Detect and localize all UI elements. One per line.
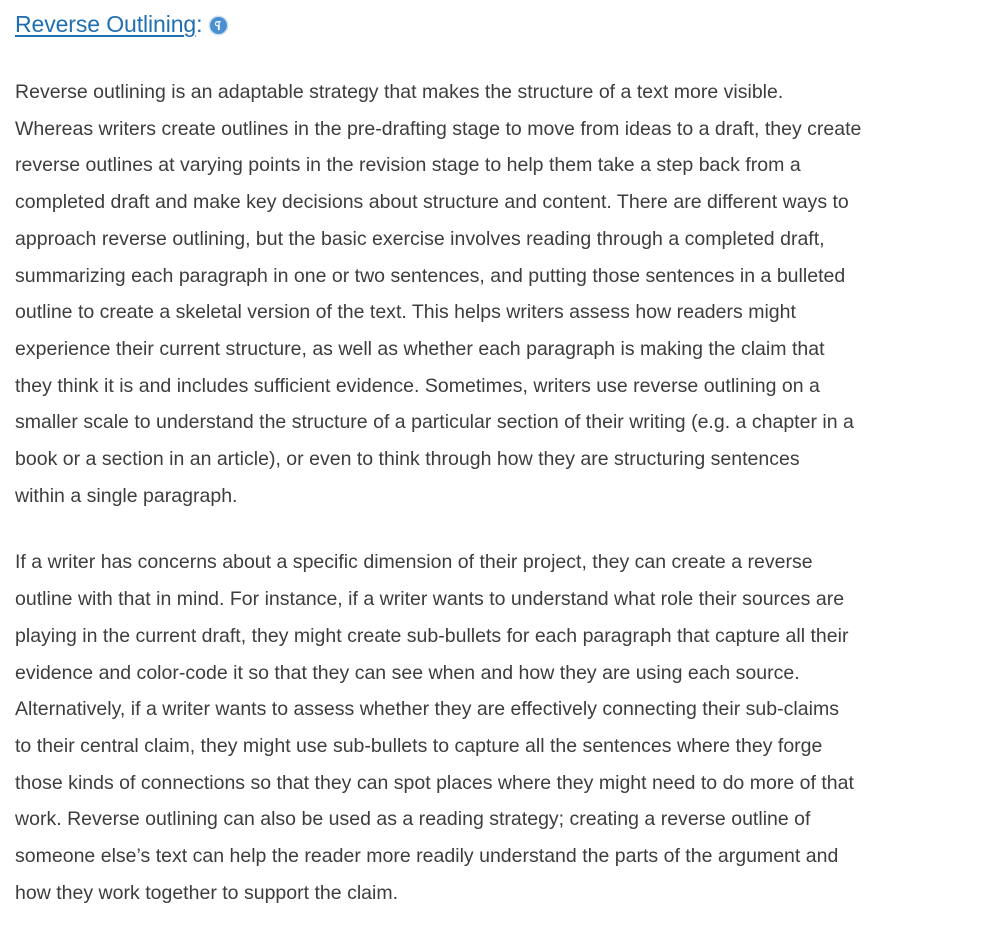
text-line: experience their current structure, as well as whether each paragraph is making the claim that <box>15 337 825 360</box>
text-line: Whereas writers create outlines in the pre-drafting stage to move from ideas to a draft, they create <box>15 117 862 140</box>
paragraph-1 <box>15 74 990 514</box>
text-line: within a single paragraph. <box>15 484 238 507</box>
text-line: outline to create a skeletal version of the text. This helps writers assess how readers might <box>15 301 796 324</box>
text-line: work. Reverse outlining can also be used as a reading strategy; creating a reverse outline of <box>15 808 811 831</box>
reverse-outlining-link[interactable]: Reverse Outlining <box>15 11 197 37</box>
text-line: playing in the current draft, they might create sub-bullets for each paragraph that capture all their <box>15 624 849 647</box>
text-line: they think it is and includes sufficient evidence. Sometimes, writers use reverse outlining on a <box>15 374 820 397</box>
text-line: If a writer has concerns about a specific dimension of their project, they can create a reverse <box>15 551 813 574</box>
text-line: someone else’s text can help the reader more readily understand the parts of the argument and <box>15 845 839 868</box>
text-line: those kinds of connections so that they can spot places where they might need to do more of that <box>15 771 854 794</box>
paragraph-count-badge-icon[interactable] <box>210 17 227 34</box>
text-line: Alternatively, if a writer wants to assess whether they are effectively connecting their sub-claims <box>15 698 839 721</box>
text-line: summarizing each paragraph in one or two sentences, and putting those sentences in a bulleted <box>15 264 846 287</box>
paragraph-2 <box>15 544 990 911</box>
text-line: reverse outlines at varying points in the revision stage to help them take a step back from a <box>15 154 801 177</box>
text-line: smaller scale to understand the structure of a particular section of their writing (e.g. a chapter in a <box>15 411 854 434</box>
page-title <box>15 9 227 39</box>
text-line: approach reverse outlining, but the basic exercise involves reading through a completed draft, <box>15 227 825 250</box>
text-line: evidence and color-code it so that they can see when and how they are using each source. <box>15 661 800 684</box>
text-line: outline with that in mind. For instance, if a writer wants to understand what role their sources are <box>15 588 845 611</box>
article-body <box>15 74 990 911</box>
heading-colon: : <box>196 11 203 37</box>
text-line: how they work together to support the claim. <box>15 881 399 904</box>
text-line: Reverse outlining is an adaptable strategy that makes the structure of a text more visible. <box>15 81 784 103</box>
text-line: completed draft and make key decisions about structure and content. There are different ways to <box>15 191 849 214</box>
text-line: book or a section in an article), or even to think through how they are structuring sentences <box>15 448 800 471</box>
text-line: to their central claim, they might use sub-bullets to capture all the sentences where they forge <box>15 734 823 757</box>
